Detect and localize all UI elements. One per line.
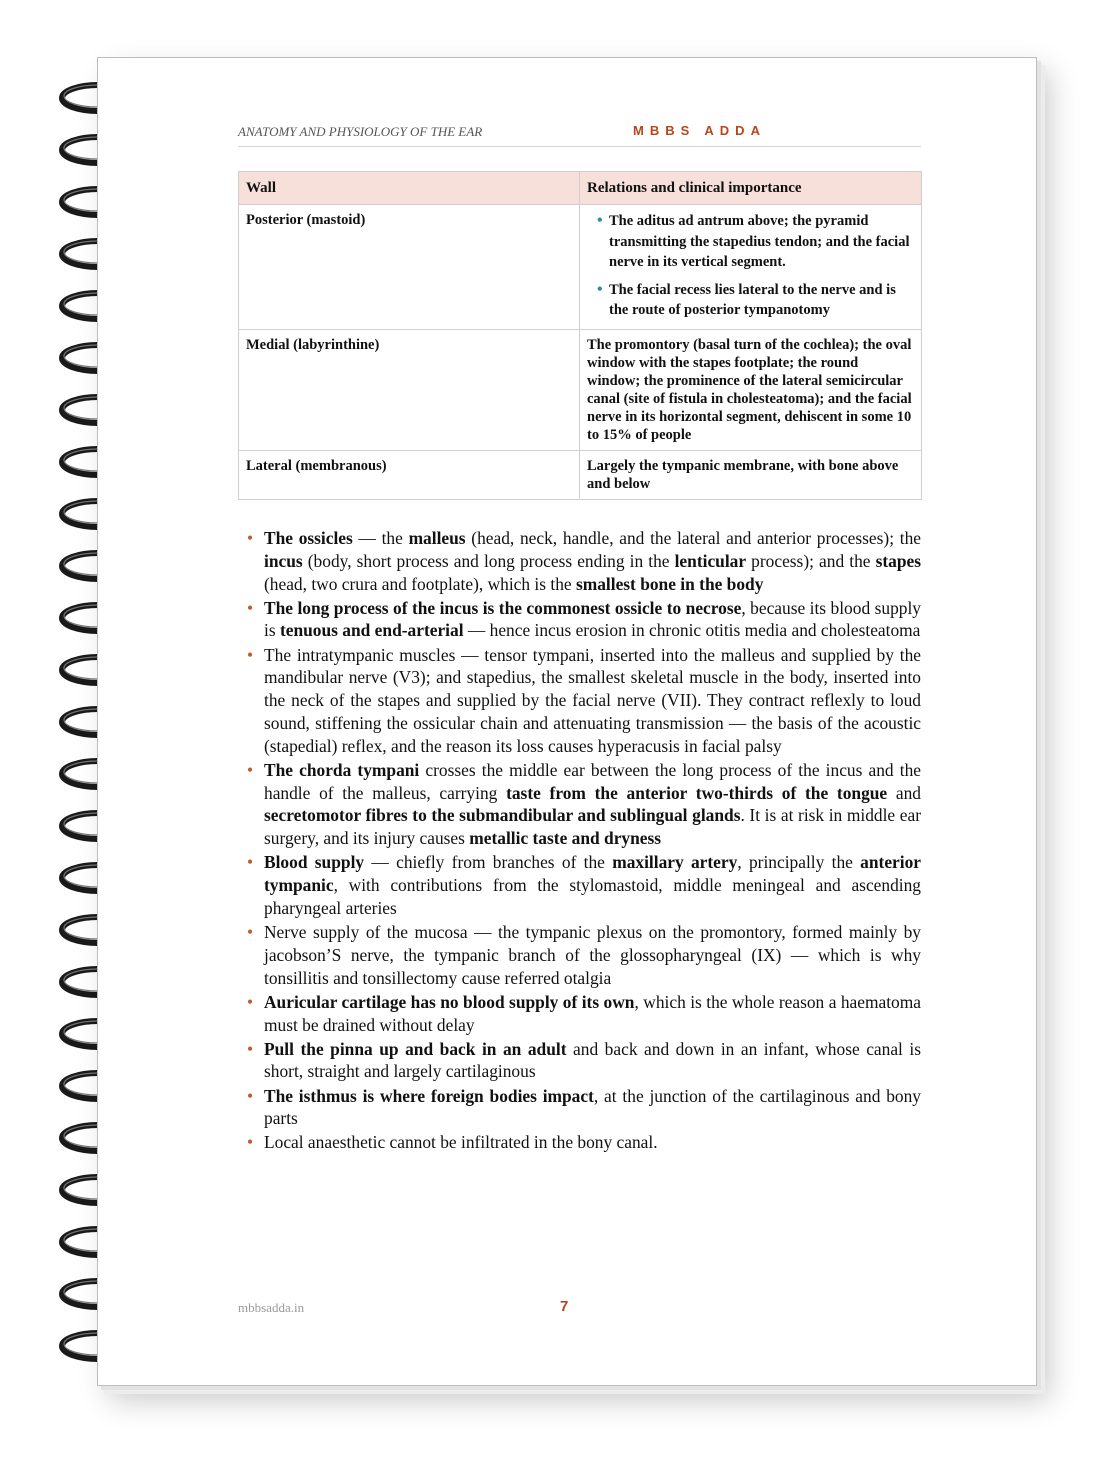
bullet-icon: • bbox=[247, 1038, 254, 1059]
list-item bbox=[238, 644, 921, 758]
body-text: Local anaesthetic cannot be infiltrated in the bony canal. bbox=[264, 1132, 658, 1153]
bullet-icon: • bbox=[247, 1132, 254, 1153]
bold-text: Pull the pinna up and back in an adult bbox=[264, 1038, 567, 1059]
list-item bbox=[238, 759, 921, 850]
bullet-icon: • bbox=[247, 852, 254, 873]
wall-cell: Lateral (membranous) bbox=[239, 450, 580, 499]
bold-text: incus bbox=[264, 550, 303, 571]
table-header-row bbox=[239, 172, 922, 205]
relations-cell bbox=[580, 205, 922, 330]
wall-cell: Medial (labyrinthine) bbox=[239, 329, 580, 450]
table-row bbox=[239, 205, 922, 330]
bullet-icon: • bbox=[597, 280, 603, 298]
bold-text: Auricular cartilage has no blood supply of its own bbox=[264, 991, 635, 1012]
bold-text: The isthmus is where foreign bodies impact bbox=[264, 1085, 594, 1106]
body-text: Nerve supply of the mucosa — the tympanic plexus on the promontory, formed mainly by jacobson’S nerve, the tympanic branch of the glossopharyngeal (IX) — which is why tonsillitis and tonsillectomy cause referred otalgia bbox=[264, 922, 921, 988]
body-text: — hence incus erosion in chronic otitis media and cholesteatoma bbox=[463, 620, 921, 641]
notebook-page bbox=[97, 57, 1037, 1386]
wall-cell: Posterior (mastoid) bbox=[239, 205, 580, 330]
body-text: (head, neck, handle, and the lateral and anterior processes); the bbox=[465, 528, 921, 548]
bullet-icon: • bbox=[247, 597, 254, 618]
body-text: (body, short process and long process ending in the bbox=[302, 550, 675, 571]
bold-text: metallic taste and dryness bbox=[469, 828, 662, 849]
body-text: — the bbox=[352, 528, 409, 548]
bold-text: maxillary artery bbox=[612, 852, 738, 873]
bullet-icon: • bbox=[247, 528, 254, 548]
bold-text: stapes bbox=[875, 550, 921, 571]
bullet-icon: • bbox=[597, 212, 603, 229]
body-text: , principally the bbox=[737, 852, 861, 873]
bold-text: malleus bbox=[408, 528, 466, 548]
list-item-text: The facial recess lies lateral to the nerve and is the route of posterior tympanotomy bbox=[609, 281, 896, 318]
list-item bbox=[238, 1085, 921, 1131]
list-item bbox=[238, 1131, 921, 1154]
bullet-icon: • bbox=[247, 644, 254, 665]
section-title: ANATOMY AND PHYSIOLOGY OF THE EAR bbox=[238, 124, 483, 139]
body-text: , which is the whole reason a haematoma must be drained without delay bbox=[264, 991, 921, 1035]
bullet-icon: • bbox=[247, 922, 254, 943]
table-row bbox=[239, 450, 922, 499]
list-item bbox=[238, 597, 921, 643]
body-text: The intratympanic muscles — tensor tympani, inserted into the malleus and supplied by the mandibular nerve (V3); and stapedius, the smallest skeletal muscle in the body, inserted into the neck of the stapes and supplied by the facial nerve (VII). They contract reflexly to loud sound, stiffening the ossicular chain and attenuating transmission — the basis of the acoustic (stapedial) reflex, and the reason its loss causes hyperacusis in facial palsy bbox=[264, 644, 921, 756]
body-text: , because its blood supply is bbox=[264, 597, 921, 641]
list-item bbox=[238, 851, 921, 919]
bold-text: secretomotor fibres to the submandibular and sublingual glands bbox=[264, 805, 741, 826]
list-item bbox=[238, 1038, 921, 1084]
bold-text: tenuous and end-arterial bbox=[279, 620, 464, 641]
table-row bbox=[239, 329, 922, 450]
bold-text: The chorda tympani bbox=[264, 759, 420, 780]
body-text: (head, two crura and footplate), which is the bbox=[264, 573, 576, 594]
bold-text: The long process of the incus is the commonest ossicle to necrose bbox=[264, 597, 742, 618]
list-item-text: The aditus ad antrum above; the pyramid transmitting the stapedius tendon; and the facial nerve in its vertical segment. bbox=[609, 213, 910, 270]
bold-text: Blood supply bbox=[264, 852, 365, 873]
body-text: and bbox=[887, 782, 921, 803]
table-header-cell: Wall bbox=[239, 172, 580, 205]
notes-list bbox=[238, 527, 921, 1155]
relations-table bbox=[238, 171, 922, 500]
list-item bbox=[238, 921, 921, 989]
bullet-icon: • bbox=[247, 1085, 254, 1106]
list-item bbox=[597, 280, 914, 321]
bullet-icon: • bbox=[247, 991, 254, 1012]
bold-text: The ossicles bbox=[264, 528, 353, 548]
bullet-icon: • bbox=[247, 759, 254, 780]
body-text: , at the junction of the cartilaginous and bony parts bbox=[264, 1085, 921, 1129]
bold-text: lenticular bbox=[674, 550, 747, 571]
brand-name: MBBS ADDA bbox=[633, 123, 766, 138]
page-header bbox=[238, 122, 921, 147]
bold-text: smallest bone in the body bbox=[575, 573, 764, 594]
list-item bbox=[238, 991, 921, 1037]
footer-site: mbbsadda.in bbox=[238, 1300, 305, 1315]
page-number: 7 bbox=[560, 1298, 569, 1315]
list-item bbox=[597, 211, 914, 273]
body-text: crosses the middle ear between the long process of the incus and the handle of the malleus, carrying bbox=[264, 759, 921, 803]
relations-list bbox=[587, 211, 914, 321]
relations-cell: The promontory (basal turn of the cochlea); the oval window with the stapes footplate; the round window; the prominence of the lateral semicircular canal (site of fistula in cholesteatoma); and the facial nerve in its horizontal segment, dehiscent in some 10 to 15% of people bbox=[580, 329, 922, 450]
body-text: , with contributions from the stylomastoid, middle meningeal and ascending pharyngeal arteries bbox=[264, 875, 921, 918]
list-item bbox=[238, 527, 921, 595]
body-text: — chiefly from branches of the bbox=[364, 852, 613, 873]
table-header-cell: Relations and clinical importance bbox=[580, 172, 922, 205]
body-text: and back and down in an infant, whose canal is short, straight and largely cartilaginous bbox=[264, 1038, 921, 1082]
body-text: process); and the bbox=[746, 550, 876, 571]
body-text: . It is at risk in middle ear surgery, and its injury causes bbox=[264, 805, 921, 849]
bold-text: anterior tympanic bbox=[264, 852, 921, 896]
relations-cell: Largely the tympanic membrane, with bone above and below bbox=[580, 450, 922, 499]
bold-text: taste from the anterior two-thirds of the tongue bbox=[506, 782, 888, 803]
